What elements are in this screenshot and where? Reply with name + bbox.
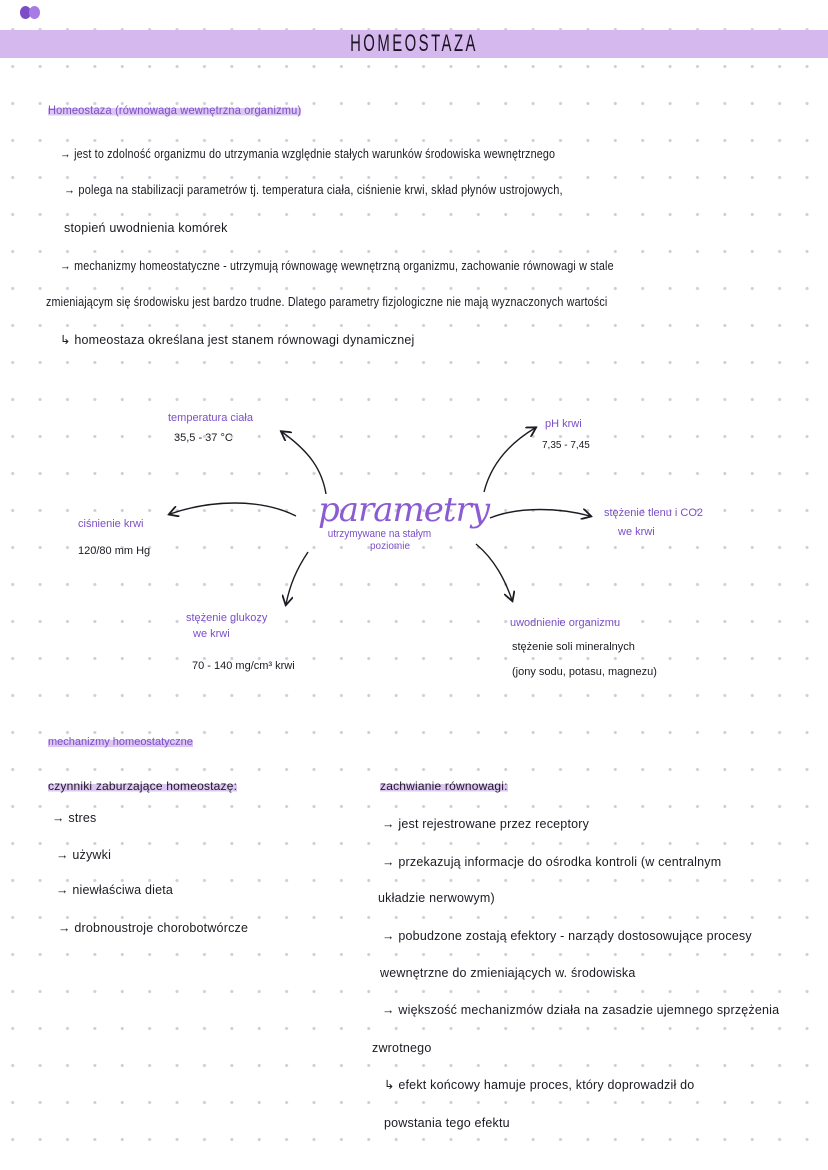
- node-pressure-label: ciśnienie krwi: [78, 518, 144, 530]
- disruptor-item: → drobnoustroje chorobotwórcze: [58, 921, 249, 935]
- node-temperature-value: 35,5 - 37 °C: [174, 432, 233, 444]
- mechanisms-heading: mechanizmy homeostatyczne: [48, 736, 193, 748]
- arrow-hydration: [476, 544, 512, 600]
- imbalance-line: układzie nerwowym): [378, 891, 495, 905]
- mindmap-center: parametry: [318, 490, 490, 530]
- arrow-ph: [484, 428, 535, 492]
- intro-line: ↳ homeostaza określana jest stanem równowagi dynamicznej: [60, 333, 415, 347]
- node-glucose-label: we krwi: [193, 628, 230, 640]
- node-pressure-value: 120/80 mm Hg: [78, 545, 151, 557]
- node-glucose-label: stężenie glukozy: [186, 612, 268, 624]
- disruptors-heading: czynniki zaburzające homeostazę:: [48, 779, 238, 793]
- intro-line: → jest to zdolność organizmu do utrzymania względnie stałych warunków środowiska wewnętrznego: [60, 147, 556, 161]
- imbalance-line: wewnętrzne do zmieniających w. środowiska: [380, 966, 636, 980]
- intro-line: zmieniającym się środowisku jest bardzo trudne. Dlatego parametry fizjologiczne nie mają wyznaczonych wartości: [46, 295, 608, 309]
- imbalance-heading: zachwianie równowagi:: [380, 779, 508, 793]
- imbalance-line: → większość mechanizmów działa na zasadzie ujemnego sprzężenia: [382, 1003, 780, 1017]
- imbalance-line: zwrotnego: [372, 1041, 432, 1055]
- intro-line: stopień uwodnienia komórek: [64, 221, 228, 235]
- node-temperature-label: temperatura ciała: [168, 412, 253, 424]
- disruptor-item: → używki: [56, 848, 112, 862]
- node-gases-label: stężenie tlenu i CO2: [604, 507, 704, 519]
- node-ph-label: pH krwi: [545, 418, 582, 430]
- mindmap-center-subtitle: utrzymywane na stałym: [327, 528, 432, 540]
- imbalance-line: → przekazują informacje do ośrodka kontroli (w centralnym: [382, 855, 722, 869]
- node-hydration-value: (jony sodu, potasu, magnezu): [512, 666, 657, 678]
- node-gases-label: we krwi: [618, 526, 655, 538]
- intro-heading: Homeostaza (równowaga wewnętrzna organizmu): [48, 103, 302, 117]
- arrow-gases: [490, 510, 590, 519]
- page-title: HOMEOSTAZA: [350, 30, 478, 57]
- imbalance-line: powstania tego efektu: [384, 1116, 510, 1130]
- arrow-temperature: [282, 432, 326, 494]
- node-glucose-value: 70 - 140 mg/cm³ krwi: [192, 660, 295, 672]
- node-hydration-value: stężenie soli mineralnych: [512, 641, 635, 653]
- node-ph-value: 7,35 - 7,45: [542, 440, 590, 451]
- arrow-glucose: [286, 552, 308, 604]
- imbalance-line: → jest rejestrowane przez receptory: [382, 817, 590, 831]
- arrow-pressure: [170, 503, 296, 516]
- intro-line: → mechanizmy homeostatyczne - utrzymują równowagę wewnętrzną organizmu, zachowanie równowagi w stale: [60, 259, 614, 273]
- node-hydration-label: uwodnienie organizmu: [510, 617, 621, 629]
- intro-line: → polega na stabilizacji parametrów tj. temperatura ciała, ciśnienie krwi, skład płynów ustrojowych,: [64, 183, 563, 197]
- imbalance-line: → pobudzone zostają efektory - narządy dostosowujące procesy: [382, 929, 752, 943]
- disruptor-item: → niewłaściwa dieta: [56, 883, 174, 897]
- disruptor-item: → stres: [52, 811, 97, 825]
- imbalance-line: ↳ efekt końcowy hamuje proces, który doprowadził do: [384, 1078, 695, 1092]
- mindmap-center-subtitle: poziomie: [370, 541, 411, 552]
